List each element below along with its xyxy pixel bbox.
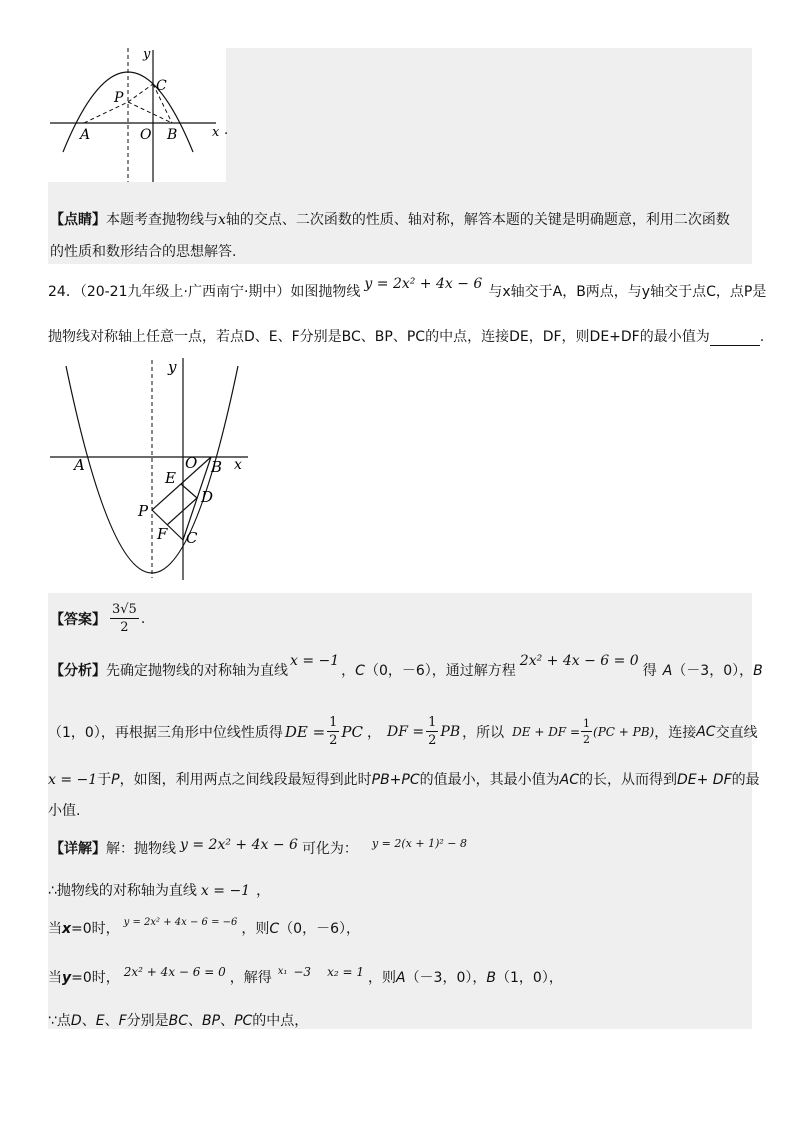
fenxi-DEDF: DE+ DF [676,772,732,788]
fenxi-C: C [355,663,365,679]
fenxi-text-2d: 交直线 [715,724,758,741]
fig1-label-C: C [156,78,167,94]
xiangjie-x2: x₂ = 1 [327,965,364,979]
fenxi-DF: DF = [387,723,425,740]
xiangjie-F: F [118,1013,127,1029]
answer-blank [710,333,760,346]
question-24-text-1b: 与x轴交于A，B两点，与y轴交于点C，点P是 [488,284,767,300]
xiangjie-line-1 [50,838,467,858]
xiangjie-axis-eq: x = −1 [200,883,251,899]
xiangjie-BP: BP [202,1013,221,1029]
fenxi-de: 得 [642,663,657,679]
fig2-label-P: P [138,502,149,520]
fenxi-PC: PC [341,722,363,741]
dianjing-x: x [218,212,226,228]
fig1-label-y: y [143,47,151,62]
fig1-label-O: O [140,127,152,143]
xiangjie-line-5 [48,1010,308,1030]
xiangjie-sep-3: 、 [188,1013,203,1029]
question-24-line-1 [48,276,767,301]
fig2-label-F: F [157,525,168,543]
dianjing-line-2: 的性质和数形结合的思想解答. [50,244,237,260]
dianjing-text-1a: 本题考查抛物线与 [106,212,218,228]
xiangjie-text-4b: =0时， [71,970,120,986]
fenxi-half-den-2: 2 [428,733,437,748]
fenxi-PBPC: PB+PC [371,772,420,788]
xiangjie-text-5g: 的中点， [252,1013,309,1029]
fenxi-axis-eq: x = −1 [290,653,340,669]
fig1-label-A: A [80,127,91,143]
xiangjie-vertex-form: y = 2(x + 1)² − 8 [371,837,467,850]
dianjing-tag: 【点睛】 [50,212,106,228]
xiangjie-text-5a: ∵点 [48,1013,71,1029]
xiangjie-x1-value: −3 [293,965,312,979]
fig2-label-y: y [168,358,177,376]
fenxi-half-den-3: 2 [583,733,591,746]
xiangjie-line-3 [48,918,360,938]
fenxi-half-num-1: 1 [329,715,338,730]
fig2-label-D: D [201,488,214,506]
fenxi-DE: DE = [284,722,326,741]
fenxi-line-3 [48,769,760,789]
xiangjie-PC: PC [234,1013,253,1029]
xiangjie-D: D [70,1013,82,1029]
fig1-label-x: x [212,125,220,140]
xiangjie-sep-1: 、 [81,1013,96,1029]
xiangjie-C: C [269,921,280,937]
fenxi-text-3e: 的最 [731,772,760,788]
answer-numerator: 3√5 [112,602,137,617]
fenxi-comma: ， [341,663,356,679]
fenxi-half-num-3: 1 [583,717,591,730]
fenxi-line-2: （1，0），再根据三角形中位线性质得 DE = $\frac{1}{2}$ PC ， DF = $\frac{1}{2}$ PB ，所以 DE + DF = $\frac{1}{2}$ (PC + PB) ，连接 AC 交直线 [48,715,758,748]
fenxi-text-3b: ，如图，利用两点之间线段最短得到此时 [119,772,372,788]
xiangjie-quadratic: 2x² + 4x − 6 = 0 [123,965,226,979]
xiangjie-E: E [95,1013,105,1029]
fenxi-text-2a: （1，0），再根据三角形中位线性质得 [48,724,283,741]
xiangjie-y: y [62,970,72,986]
answer-tag: 【答案】 [50,611,106,628]
xiangjie-text-4c: ，解得 [229,970,272,986]
fig2-label-C: C [186,529,198,547]
xiangjie-text-5d: 分别是 [126,1013,169,1029]
xiangjie-equation: y = 2x² + 4x − 6 [180,837,298,853]
fenxi-half-den-1: 2 [329,733,338,748]
xiangjie-text-4d: ，则 [367,970,396,986]
fenxi-B: B [753,663,763,679]
xiangjie-x: x [62,921,72,937]
fenxi-sum: DE + DF = [512,724,581,739]
fenxi-line3-eq: x = −1 [48,772,98,788]
fenxi-text-2b: ，所以 [462,724,505,741]
figure-parabola-2 [48,356,258,581]
xiangjie-sep-2: 、 [104,1013,119,1029]
fenxi-AC: AC [696,723,716,740]
xiangjie-tag: 【详解】 [50,841,106,857]
xiangjie-A: A [395,970,406,986]
fenxi-line-4: 小值. [48,803,81,819]
xiangjie-BC: BC [168,1013,189,1029]
answer-block-background [48,593,752,1029]
xiangjie-text-1a: 解：抛物线 [106,841,176,857]
fenxi-equation: 2x² + 4x − 6 = 0 [519,653,639,669]
answer-denominator: 2 [120,620,129,635]
fig2-label-B: B [211,458,223,476]
xiangjie-C-value: （0，－6）， [279,921,360,937]
xiangjie-text-3a: 当 [48,921,62,937]
answer-end: . [140,610,146,627]
figure-parabola-1 [48,44,228,184]
fenxi-line-1 [50,653,763,680]
question-24-text-2: 抛物线对称轴上任意一点，若点D、E、F分别是BC、BP、PC的中点，连接DE，DF，则DE+DF的最小值为 [48,329,710,345]
fig2-label-A: A [74,456,85,474]
xiangjie-y-at-0: y = 2x² + 4x − 6 = −6 [123,917,238,928]
fenxi-text-1a: 先确定抛物线的对称轴为直线 [106,663,288,679]
fig2-label-x: x [234,457,242,473]
fenxi-half-num-2: 1 [428,715,437,730]
dianjing-line-1 [50,209,730,229]
question-24-line-2 [48,326,764,346]
xiangjie-sep-4: 、 [220,1013,235,1029]
fenxi-text-3a: 于 [97,772,112,788]
fenxi-A: A [662,663,673,679]
xiangjie-text-4a: 当 [48,970,62,986]
xiangjie-text-3b: =0时， [71,921,120,937]
fenxi-text-3d: 的长，从而得到 [578,772,677,788]
answer-line [50,603,145,634]
fenxi-A-value: （－3，0）， [672,663,754,679]
fenxi-text-3c: 的值最小，其最小值为 [419,772,560,788]
xiangjie-A-value: （－3，0）， [405,970,487,986]
fig2-label-O: O [185,454,198,472]
xiangjie-text-2a: ∴抛物线的对称轴为直线 [48,883,197,899]
xiangjie-B: B [486,970,496,986]
fig1-label-P: P [114,90,124,106]
fig2-label-E: E [165,469,176,487]
fenxi-PB: PB [440,723,461,740]
xiangjie-B-value: （1，0）， [496,970,563,986]
xiangjie-text-3c: ，则 [241,921,270,937]
fenxi-sum-rhs: (PC + PB) [593,724,655,739]
fenxi-P: P [111,772,120,788]
fenxi-C-value: （0，－6），通过解方程 [364,663,516,679]
fig1-dot: . [224,123,228,138]
xiangjie-text-2b: ， [256,883,271,899]
fenxi-tag: 【分析】 [50,663,106,679]
fenxi-text-2c: ，连接 [654,724,697,741]
question-24-number: 24．（20-21九年级上·广西南宁·期中）如图抛物线 [48,284,361,300]
question-24-end: . [759,329,765,345]
xiangjie-line-2 [48,880,270,900]
dianjing-text-1b: 轴的交点、二次函数的性质、轴对称，解答本题的关键是明确题意，利用二次函数 [225,212,730,228]
xiangjie-line-4 [48,967,563,987]
fenxi-AC-2: AC [559,772,579,788]
xiangjie-text-1b: 可化为： [301,841,358,857]
xiangjie-x1: x₁ [277,966,288,977]
question-24-equation: y = 2x² + 4x − 6 [364,276,483,292]
fig1-label-B: B [167,127,178,143]
